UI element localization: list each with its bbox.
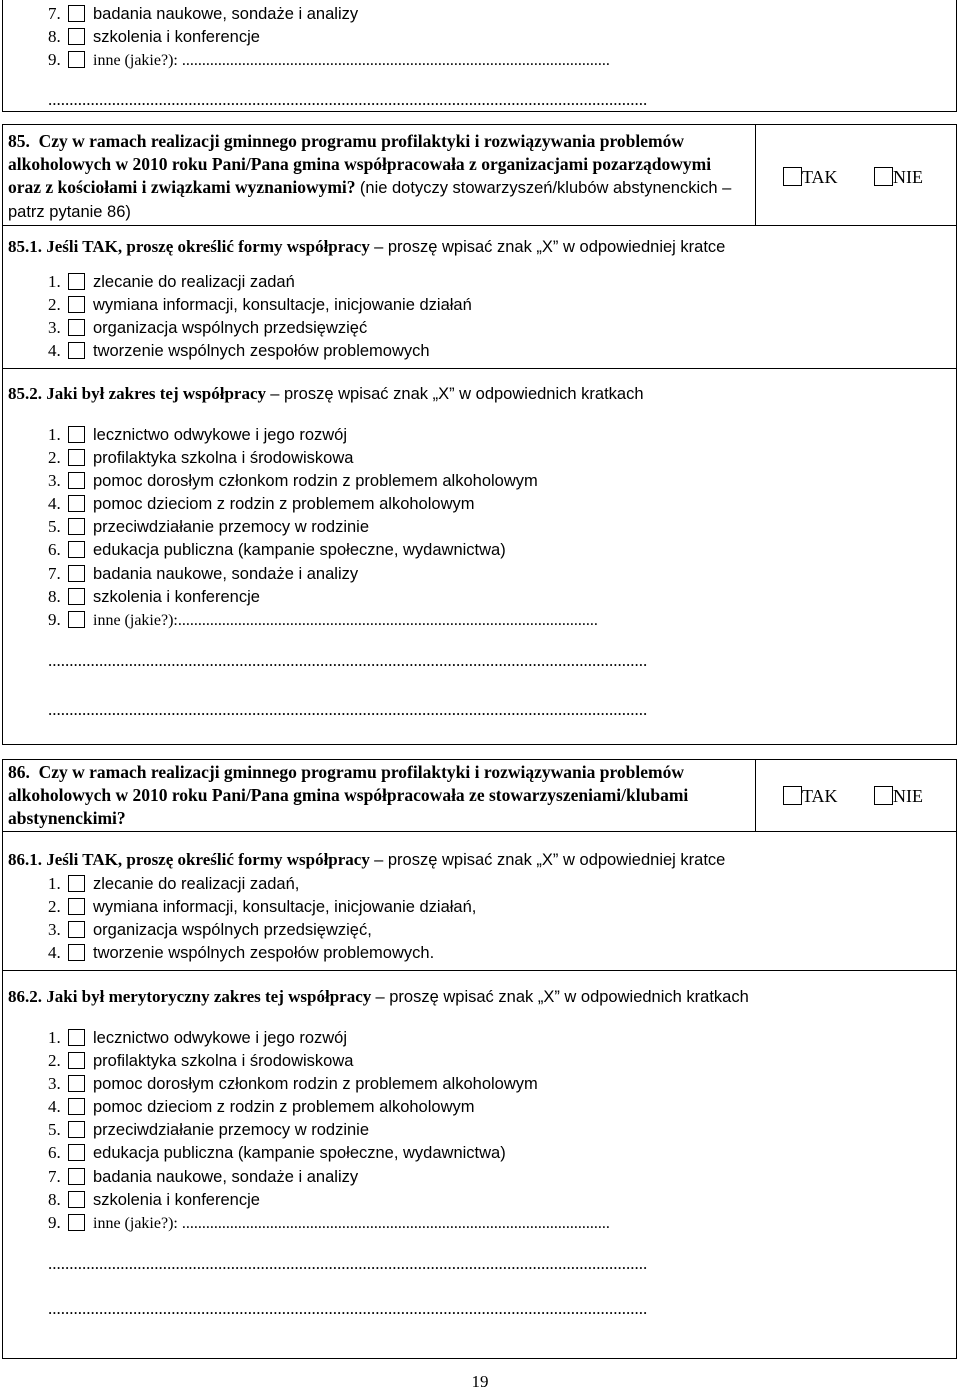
- checkbox[interactable]: [68, 1144, 85, 1161]
- list-item: 1. zlecanie do realizacji zadań,: [48, 874, 300, 893]
- checkbox[interactable]: [68, 426, 85, 443]
- q85-tak-option[interactable]: TAK: [783, 166, 838, 188]
- q85-divider: [755, 124, 756, 226]
- checkbox-nie[interactable]: [874, 786, 893, 805]
- checkbox[interactable]: [68, 1029, 85, 1046]
- q85-nie-option[interactable]: NIE: [874, 166, 923, 188]
- q86-question: 86. Czy w ramach realizacji gminnego programu profilaktyki i rozwiązywania problemów alkoholowych w 2010 roku Pani/Pana gmina współpracowała ze stowarzyszeniami/klubami abstynenckimi?: [8, 762, 689, 828]
- checkbox[interactable]: [68, 1191, 85, 1208]
- checkbox-tak[interactable]: [783, 167, 802, 186]
- q85-1-heading: 85.1. Jeśli TAK, proszę określić formy współpracy – proszę wpisać znak „X” w odpowiedniej kratce: [8, 237, 726, 256]
- checkbox[interactable]: [68, 588, 85, 605]
- q86-1-separator: [2, 970, 957, 971]
- checkbox-nie[interactable]: [874, 167, 893, 186]
- q85-1-separator: [2, 368, 957, 369]
- q86-1-heading: 86.1. Jeśli TAK, proszę określić formy współpracy – proszę wpisać znak „X” w odpowiedniej kratce: [8, 850, 726, 869]
- q86-divider: [755, 759, 756, 832]
- q85-2-heading: 85.2. Jaki był zakres tej współpracy – proszę wpisać znak „X” w odpowiednich kratkach: [8, 384, 644, 403]
- list-item: 9. inne (jakie?): ...........................................................................................................: [48, 1213, 610, 1232]
- list-item: 4. pomoc dzieciom z rodzin z problemem alkoholowym: [48, 494, 475, 513]
- q86-separator: [2, 831, 957, 832]
- list-item: 2. profilaktyka szkolna i środowiskowa: [48, 1051, 354, 1070]
- list-item: 3. pomoc dorosłym członkom rodzin z problemem alkoholowym: [48, 1074, 538, 1093]
- checkbox[interactable]: [68, 342, 85, 359]
- checkbox-tak[interactable]: [783, 786, 802, 805]
- list-item: 6. edukacja publiczna (kampanie społeczne, wydawnictwa): [48, 540, 506, 559]
- q85-question: 85. Czy w ramach realizacji gminnego programu profilaktyki i rozwiązywania problemów alkoholowych w 2010 roku Pani/Pana gmina współpracowała z organizacjami pozarządowymi oraz z kościołami i związkami wyznaniowymi? (nie dotyczy stowarzyszeń/klubów abstynenckich – patrz pytanie 86): [8, 131, 732, 221]
- list-item: 5. przeciwdziałanie przemocy w rodzinie: [48, 1120, 370, 1139]
- list-item: 3. pomoc dorosłym członkom rodzin z problemem alkoholowym: [48, 471, 538, 490]
- list-item: 6. edukacja publiczna (kampanie społeczne, wydawnictwa): [48, 1143, 506, 1162]
- answer-line[interactable]: .............................................................................................................................................: [48, 1299, 648, 1318]
- answer-line[interactable]: .............................................................................................................................................: [48, 90, 648, 109]
- checkbox[interactable]: [68, 898, 85, 915]
- checkbox[interactable]: [68, 565, 85, 582]
- q85-separator: [2, 225, 957, 226]
- page-number: 19: [471, 1372, 489, 1391]
- list-item: 9. inne (jakie?): ...........................................................................................................: [48, 50, 610, 69]
- answer-line[interactable]: .............................................................................................................................................: [48, 700, 648, 719]
- checkbox[interactable]: [68, 51, 85, 68]
- checkbox[interactable]: [68, 449, 85, 466]
- checkbox[interactable]: [68, 541, 85, 558]
- checkbox[interactable]: [68, 944, 85, 961]
- list-item: 8. szkolenia i konferencje: [48, 27, 260, 46]
- checkbox[interactable]: [68, 273, 85, 290]
- checkbox[interactable]: [68, 28, 85, 45]
- checkbox[interactable]: [68, 472, 85, 489]
- checkbox[interactable]: [68, 319, 85, 336]
- list-item: 4. tworzenie wspólnych zespołów problemowych.: [48, 943, 435, 962]
- answer-line[interactable]: .............................................................................................................................................: [48, 1254, 648, 1273]
- checkbox[interactable]: [68, 1075, 85, 1092]
- checkbox[interactable]: [68, 495, 85, 512]
- list-item: 2. wymiana informacji, konsultacje, inicjowanie działań,: [48, 897, 477, 916]
- checkbox[interactable]: [68, 1121, 85, 1138]
- checkbox[interactable]: [68, 1098, 85, 1115]
- list-item: 1. lecznictwo odwykowe i jego rozwój: [48, 1028, 348, 1047]
- list-item: 5. przeciwdziałanie przemocy w rodzinie: [48, 517, 370, 536]
- list-item: 7. badania naukowe, sondaże i analizy: [48, 1167, 359, 1186]
- list-item: 4. pomoc dzieciom z rodzin z problemem alkoholowym: [48, 1097, 475, 1116]
- list-item: 4. tworzenie wspólnych zespołów problemowych: [48, 341, 430, 360]
- checkbox[interactable]: [68, 611, 85, 628]
- list-item: 1. zlecanie do realizacji zadań: [48, 272, 295, 291]
- list-item: 8. szkolenia i konferencje: [48, 587, 260, 606]
- checkbox[interactable]: [68, 1168, 85, 1185]
- q86-nie-option[interactable]: NIE: [874, 785, 923, 807]
- list-item: 3. organizacja wspólnych przedsięwzięć: [48, 318, 368, 337]
- list-item: 7. badania naukowe, sondaże i analizy: [48, 4, 359, 23]
- checkbox[interactable]: [68, 296, 85, 313]
- checkbox[interactable]: [68, 875, 85, 892]
- q86-tak-option[interactable]: TAK: [783, 785, 838, 807]
- list-item: 9. inne (jakie?):.........................................................................................................: [48, 610, 598, 629]
- list-item: 3. organizacja wspólnych przedsięwzięć,: [48, 920, 372, 939]
- checkbox[interactable]: [68, 518, 85, 535]
- checkbox[interactable]: [68, 1052, 85, 1069]
- list-item: 2. profilaktyka szkolna i środowiskowa: [48, 448, 354, 467]
- answer-line[interactable]: .............................................................................................................................................: [48, 651, 648, 670]
- checkbox[interactable]: [68, 5, 85, 22]
- list-item: 8. szkolenia i konferencje: [48, 1190, 260, 1209]
- list-item: 7. badania naukowe, sondaże i analizy: [48, 564, 359, 583]
- q86-2-heading: 86.2. Jaki był merytoryczny zakres tej współpracy – proszę wpisać znak „X” w odpowiednich kratkach: [8, 987, 749, 1006]
- list-item: 1. lecznictwo odwykowe i jego rozwój: [48, 425, 348, 444]
- list-item: 2. wymiana informacji, konsultacje, inicjowanie działań: [48, 295, 472, 314]
- checkbox[interactable]: [68, 1214, 85, 1231]
- checkbox[interactable]: [68, 921, 85, 938]
